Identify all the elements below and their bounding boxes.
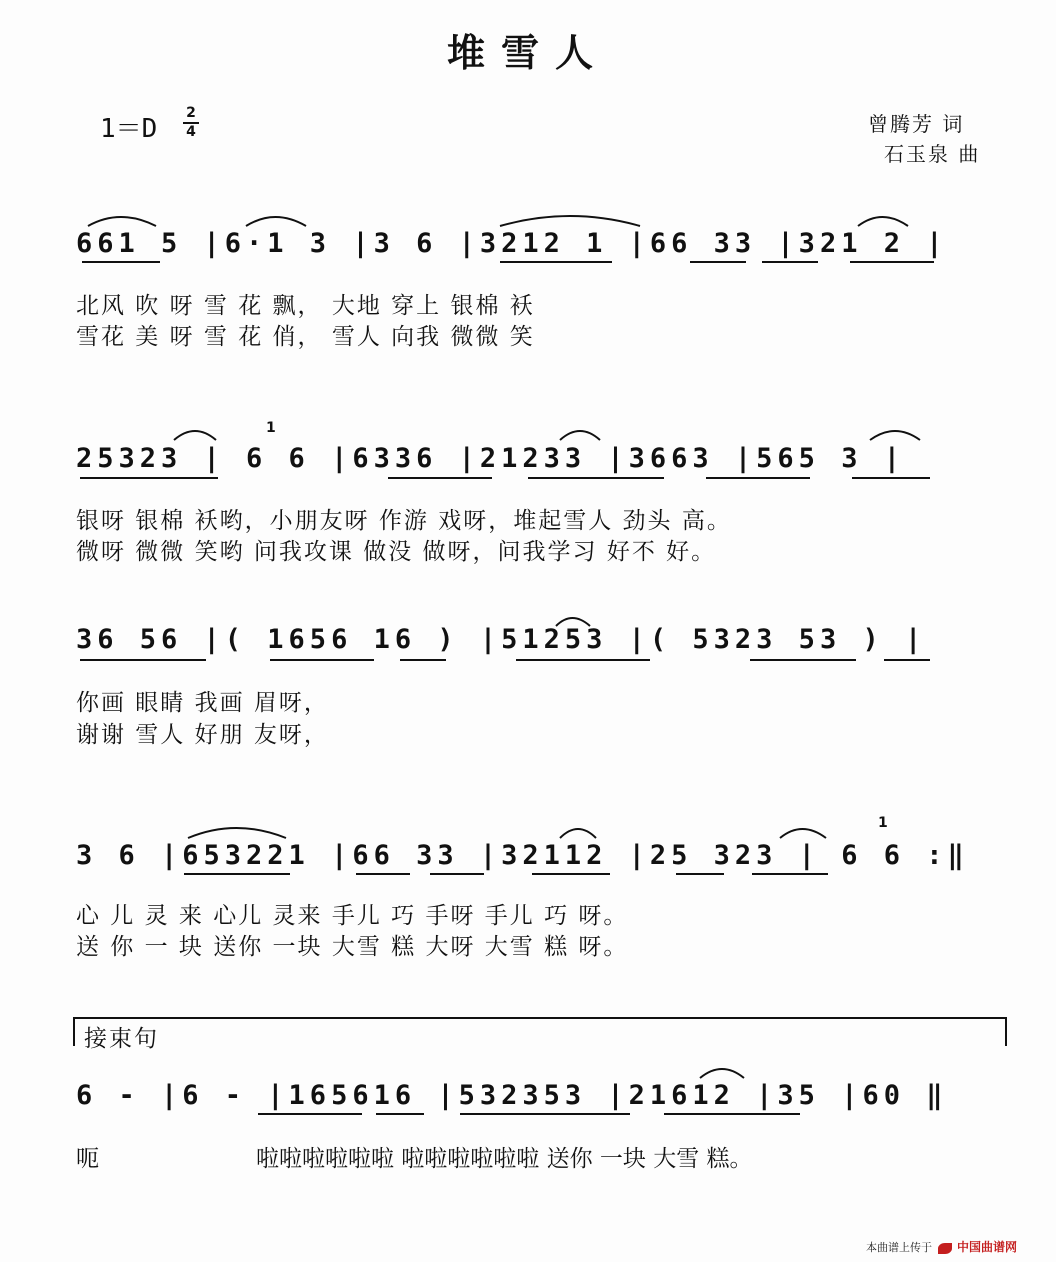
slur [246, 217, 306, 226]
notation-line-1: 661 5 |6·1 3 |3 6 |3212 1 |66 33 |321 2 | [76, 228, 948, 259]
lyric-line-3-verse-1: 你画 眼睛 我画 眉呀， [76, 690, 329, 716]
lyricist-credit: 曾腾芳 词 [868, 112, 965, 136]
lyric-line-2-verse-1: 银呀 银棉 袄哟，小朋友呀 作游 戏呀，堆起雪人 劲头 高。 [76, 508, 732, 534]
lyric-line-3-verse-2: 谢谢 雪人 好朋 友呀， [76, 722, 329, 748]
coda-bracket [74, 1018, 190, 1046]
lyric-line-4-verse-1: 心 儿 灵 来 心儿 灵来 手儿 巧 手呀 手儿 巧 呀。 [76, 903, 629, 929]
slur [556, 618, 590, 626]
lyric-line-4-verse-2: 送 你 一 块 送你 一块 大雪 糕 大呀 大雪 糕 呀。 [76, 934, 629, 960]
slur [174, 431, 216, 440]
site-logo-icon [938, 1243, 952, 1254]
notation-coda: 6 - |6 - |165616 |532353 |21612 |35 |60 ‖ [76, 1080, 948, 1111]
footer-brand: 中国曲谱网 [957, 1240, 1018, 1254]
slur [858, 217, 908, 226]
volta-marker-2: 1 [878, 815, 888, 831]
lyric-line-1-verse-2: 雪花 美 呀 雪 花 俏， 雪人 向我 微微 笑 [76, 324, 535, 350]
slur [188, 828, 286, 838]
lyric-line-2-verse-2: 微呀 微微 笑哟 问我攻课 做没 做呀，问我学习 好不 好。 [76, 539, 717, 565]
song-title: 堆雪人 [446, 30, 609, 75]
footer-text: 本曲谱上传于 [866, 1241, 932, 1254]
notation-line-4: 3 6 |653221 |66 33 |32112 |25 323 | 6 6 :‖ [76, 840, 969, 871]
notation-line-2: 25323 | 6 6 |6336 |21233 |3663 |565 3 | [76, 443, 905, 474]
slur [560, 829, 596, 838]
key-signature: 1＝D [100, 114, 158, 144]
time-signature-top: 2 [186, 105, 196, 121]
coda-lyric: 啦啦啦啦啦啦 啦啦啦啦啦啦 送你 一块 大雪 糕。 [256, 1146, 753, 1172]
slur [88, 217, 156, 226]
footer-credit [866, 1238, 1017, 1255]
slur [780, 829, 826, 838]
time-signature-bottom: 4 [186, 124, 196, 140]
slur [560, 431, 600, 440]
notation-line-3: 36 56 |( 1656 16 ) |51253 |( 5323 53 ) | [76, 624, 927, 655]
volta-marker-1: 1 [266, 420, 276, 436]
slur [500, 216, 640, 226]
coda-label: 接束句 [84, 1026, 159, 1052]
slur [700, 1069, 744, 1078]
slur [870, 431, 920, 440]
coda-lyric-start: 呃 [76, 1146, 101, 1172]
composer-credit: 石玉泉 曲 [884, 142, 981, 166]
coda-bracket [190, 1018, 1006, 1046]
lyric-line-1-verse-1: 北风 吹 呀 雪 花 飘， 大地 穿上 银棉 袄 [76, 293, 535, 319]
